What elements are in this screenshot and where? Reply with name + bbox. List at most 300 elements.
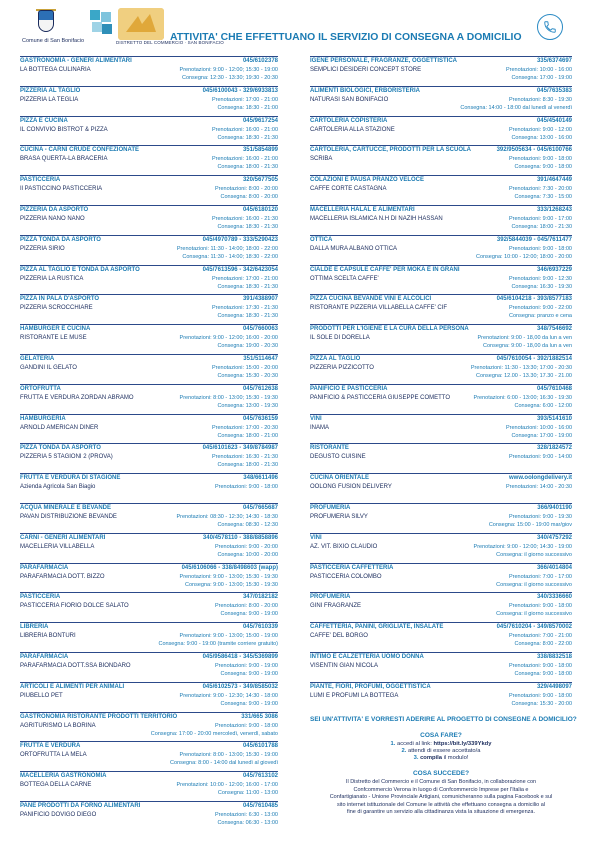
business-name: Il PASTICCINO PASTICCERIA: [20, 186, 103, 193]
booking-hours: Prenotazioni: 15:00 - 20:00: [211, 364, 278, 371]
phone-number[interactable]: 393/5141610: [536, 415, 572, 422]
business-name: PIZZERIA NANO NANO: [20, 215, 85, 222]
phone-number[interactable]: 340/4757292: [536, 534, 572, 541]
booking-hours: Prenotazioni: 9:00 - 20:00: [215, 543, 278, 550]
booking-hours: Prenotazioni: 9:00 - 17:00: [509, 215, 572, 222]
booking-hours: Prenotazioni: 11:30 - 13:30; 17:00 - 20:30: [470, 364, 572, 371]
business-name: BOTTEGA DELLA CARNE: [20, 782, 92, 789]
booking-hours: Prenotazioni: 9:00 - 18:00: [509, 245, 572, 252]
phone-number[interactable]: 340/3336660: [536, 594, 572, 601]
booking-hours: Prenotazioni: 9:00 - 18:00: [509, 692, 572, 699]
business-entry: [310, 86, 572, 116]
footer: [310, 716, 577, 817]
business-entry: [20, 563, 278, 593]
phone-number[interactable]: 045/6104218 - 393/8577183: [496, 296, 572, 303]
phone-number[interactable]: 328/1824572: [536, 445, 572, 452]
phone-number[interactable]: 333/1268243: [536, 206, 572, 213]
delivery-hours: Consegna: 6:00 - 12:00: [514, 402, 572, 409]
phone-number[interactable]: 045/6102573 - 349/8585032: [202, 683, 278, 690]
booking-hours: Prenotazioni: 7:30 - 20:00: [509, 186, 572, 193]
booking-hours: Prenotazioni: 9:00 - 13:00; 15:00 - 19:00: [179, 633, 278, 640]
phone-number[interactable]: 045/7612638: [242, 385, 278, 392]
phone-number[interactable]: 366/4014804: [536, 564, 572, 571]
booking-hours: Prenotazioni: 16:00 - 21:30: [211, 215, 278, 222]
booking-hours: Prenotazioni: 9:00 - 19:00: [215, 662, 278, 669]
category-label: ARTICOLI E ALIMENTI PER ANIMALI: [20, 683, 125, 690]
delivery-hours: Consegna: 18:30 - 21:30: [217, 283, 278, 290]
header: [0, 0, 600, 56]
business-entry: [310, 622, 572, 652]
category-label: RISTORANTE: [310, 445, 349, 452]
category-label: PIZZA TONDA DA ASPORTO: [20, 445, 101, 452]
category-label: IGENE PERSONALE, FRAGRANZE, OGGETTISTICA: [310, 58, 458, 64]
phone-number[interactable]: 045/6106066 - 338/8498603 (wapp): [181, 564, 278, 571]
business-name: PIZZERIA SCROCCHIARE: [20, 305, 93, 312]
join-question: SEI UN'ATTIVITA' E VORRESTI ADERIRE AL PROGETTO DI CONSEGNE A DOMICILIO?: [310, 716, 577, 723]
phone-number[interactable]: 348/6611496: [243, 475, 278, 482]
step-3: [310, 755, 572, 761]
booking-hours: Prenotazioni: 10:00 - 16:00: [505, 424, 572, 431]
category-label: PIZZA AL TAGLIO E TONDA DA ASPORTO: [20, 266, 140, 273]
booking-hours: Prenotazioni: 6:00 - 13:00; 16:30 - 19:30: [473, 394, 572, 401]
delivery-hours: Consegna: 8:00 - 22:00: [514, 641, 572, 648]
delivery-hours: Consegna: il giorno successivo: [496, 581, 572, 588]
business-entry: [20, 86, 278, 116]
booking-hours: Prenotazioni: 8:00 - 13:00; 15:30 - 19:30: [179, 394, 278, 401]
booking-hours: Prenotazioni: 8:00 - 13:00; 15:30 - 19:00: [179, 752, 278, 759]
booking-hours: Prenotazioni: 9:00 - 18:00: [215, 484, 278, 491]
category-label: CUCINA ORIENTALE: [310, 475, 369, 482]
category-label: OTTICA: [310, 236, 333, 243]
delivery-hours: Consegna: 9:00 - 19:00 (tramite corriere gratuito): [158, 641, 278, 648]
booking-hours: Prenotazioni: 9:00 - 19:30: [509, 513, 572, 520]
booking-hours: Prenotazioni: 8:30 - 19:30: [509, 96, 572, 103]
business-entry: [310, 443, 572, 473]
business-name: PIZZERIA 5 STAGIONI 2 (PROVA): [20, 454, 113, 461]
delivery-hours: Consegna: 9:00 - 19:00: [220, 700, 278, 707]
business-entry: [310, 563, 572, 593]
business-entry: [310, 56, 572, 86]
business-entry: [20, 652, 278, 682]
business-entry: [20, 503, 278, 533]
category-label: MACELLERIA GASTRONOMIA: [20, 773, 107, 780]
phone-number[interactable]: 045/7636159: [242, 415, 278, 422]
info-line: Il Distretto del Commercio e il Comune di San Bonifacio, in collaborazione con: [345, 779, 537, 785]
delivery-hours: Consegna: 19:00 - 20:30: [217, 343, 278, 350]
delivery-hours: Consegna: 15:30 - 20:30: [217, 372, 278, 379]
category-label: PARAFARMACIA: [20, 653, 69, 660]
category-label: CAFFETTERIA, PANINI, GRIGLIATE, INSALATE: [310, 624, 444, 631]
info-line: fine di garantire un servizio alla cittadinanza vista la situazione di emergenza.: [346, 809, 536, 815]
step-3-text: il modulo!: [443, 755, 469, 761]
business-entry: [20, 56, 278, 86]
delivery-hours: Consegna: 16:30 - 19:30: [511, 283, 572, 290]
category-label: PROFUMERIA: [310, 504, 351, 511]
page-title: ATTIVITA' CHE EFFETTUANO IL SERVIZIO DI CONSEGNA A DOMICILIO: [170, 32, 522, 43]
left-column: [20, 56, 278, 831]
booking-hours: Prenotazioni: 14:00 - 20:30: [505, 484, 572, 491]
business-entry: [310, 592, 572, 622]
phone-number[interactable]: 045/7613596 - 342/6423054: [202, 266, 278, 273]
booking-hours: Prenotazioni: 9:00 - 12:00; 16:00 - 20:00: [179, 335, 278, 342]
delivery-hours: Consegna: 08:30 - 12:30: [217, 521, 278, 528]
business-name: PASTICCERIA COLOMBO: [310, 573, 382, 580]
booking-hours: Prenotazioni: 17:00 - 21:00: [211, 96, 278, 103]
phone-number[interactable]: 045/7613102: [242, 773, 278, 780]
phone-number[interactable]: 045/7660063: [242, 326, 278, 333]
phone-number[interactable]: 331/665 3086: [241, 713, 278, 720]
booking-hours: Prenotazioni: 9:00 - 18:00: [509, 603, 572, 610]
category-label: ALIMENTI BIOLOGICI, ERBORISTERIA: [310, 87, 421, 94]
delivery-hours: Consegna: 18:30 - 21:30: [217, 223, 278, 230]
category-label: LIBRERIA: [20, 624, 49, 631]
distretto-logo-text: DISTRETTO DEL COMMERCIO · SAN BONIFACIO: [116, 40, 224, 45]
category-label: PROFUMERIA: [310, 594, 351, 601]
business-name: ORTOFRUTTA LA MELA: [20, 752, 87, 759]
booking-hours: Prenotazioni: 9:00 - 18,00 da lun a ven: [477, 335, 572, 342]
phone-number[interactable]: 335/6374697: [536, 58, 572, 64]
delivery-hours: Consegna: 14:00 - 18:00 dal lunedì al venerdì: [460, 104, 572, 111]
booking-hours: Prenotazioni: 17:30 - 21:30: [211, 305, 278, 312]
business-entry: [310, 235, 572, 265]
delivery-hours: Consegna: 15:30 - 20:00: [511, 700, 572, 707]
comune-name: Comune di San Bonifacio: [22, 38, 85, 44]
delivery-hours: Consegna: 06:30 - 13:00: [217, 819, 278, 826]
category-label: PANIFICIO E PASTICCERIA: [310, 385, 388, 392]
phone-number[interactable]: 045/7610204 - 349/8570002: [496, 624, 572, 631]
cosa-fare-heading: COSA FARE?: [420, 732, 462, 739]
business-entry: [310, 205, 572, 235]
category-label: PASTICCERIA CAFFETTERIA: [310, 564, 394, 571]
booking-hours: Prenotazioni: 9:00 - 12:00; 14:30 - 19:00: [473, 543, 572, 550]
phone-number[interactable]: 045/6101623 - 349/8784987: [202, 445, 278, 452]
phone-number[interactable]: 391/4647449: [536, 177, 572, 184]
phone-number[interactable]: www.oolongdelivery.it: [508, 475, 572, 482]
step-2: [310, 748, 572, 754]
business-entry: [20, 235, 278, 265]
phone-number[interactable]: 045/7610485: [242, 802, 278, 809]
phone-number[interactable]: 045/4540149: [536, 117, 572, 124]
booking-hours: Prenotazioni: 9:00 - 12:00; 15:30 - 19:00: [179, 67, 278, 73]
delivery-hours: Consegna: 18:00 - 21:30: [511, 223, 572, 230]
booking-hours: Prenotazioni: 16:30 - 21:30: [211, 454, 278, 461]
phone-number[interactable]: 351/5854899: [242, 147, 278, 154]
delivery-hours: Consegna: 17:00 - 19:00: [511, 75, 572, 81]
business-entry: [20, 712, 278, 742]
delivery-hours: Consegna: 9:00 - 18:00: [514, 670, 572, 677]
business-entry: [20, 771, 278, 801]
business-entry: [310, 414, 572, 444]
delivery-hours: Consegna: 8:00 - 20:00: [220, 194, 278, 201]
delivery-hours: Consegna: 13:00 - 16:00: [511, 134, 572, 141]
booking-hours: Prenotazioni: 9:00 - 12:00: [509, 126, 572, 133]
delivery-hours: Consegna: 18:30 - 21:00: [217, 104, 278, 111]
category-label: PIZZA TONDA DA ASPORTO: [20, 236, 101, 243]
business-name: IL CONVIVIO BISTROT & PIZZA: [20, 126, 108, 133]
category-label: PIZZA IN PALA D'ASPORTO: [20, 296, 100, 303]
booking-hours: Prenotazioni: 9:00 - 13:00; 15:30 - 19:30: [179, 573, 278, 580]
business-entry: [20, 443, 278, 473]
category-label: PASTICCERIA: [20, 594, 61, 601]
booking-hours: Prenotazioni: 9:00 - 14:00: [509, 454, 572, 461]
info-paragraph: [310, 779, 572, 817]
business-name: GINI FRAGRANZE: [310, 603, 362, 610]
business-name: PANIFICIO DOVIGO DIEGO: [20, 811, 97, 818]
category-label: CARTOLERIA, CARTUCCE, PRODOTTI PER LA SCUOLA: [310, 147, 472, 154]
business-name: PIZZERIA LA RUSTICA: [20, 275, 84, 282]
booking-hours: Prenotazioni: 9:00 - 18:00: [215, 722, 278, 729]
business-name: MACELLERIA ISLAMICA N.H DI NAZIH HASSAN: [310, 215, 443, 222]
delivery-hours: Consegna: 18:30 - 21:30: [217, 313, 278, 320]
phone-number[interactable]: 045/6101788: [242, 743, 278, 750]
business-name: AGRITURISMO LA BORINA: [20, 722, 96, 729]
delivery-hours: Consegna: 9:00 - 13:00; 15:30 - 19:30: [185, 581, 278, 588]
delivery-hours: Consegna: 18:00 - 21:30: [217, 462, 278, 469]
business-entry: [20, 682, 278, 712]
category-label: VINI: [310, 534, 322, 541]
phone-number[interactable]: 346/6937229: [536, 266, 572, 273]
business-name: INAMA: [310, 424, 330, 431]
delivery-hours: Consegna: 17:00 - 20:00 mercoledì, venerdì, sabato: [150, 730, 278, 737]
business-entry: [310, 116, 572, 146]
category-label: PANE PRODOTTI DA FORNO ALIMENTARI: [20, 802, 141, 809]
category-label: CIALDE E CAPSULE CAFFE' PER MOKA E IN GRANI: [310, 266, 460, 273]
delivery-hours: Consegna: 15:00 - 19:00 mar/giov: [488, 521, 572, 528]
category-label: VINI: [310, 415, 322, 422]
business-name: MACELLERIA VILLABELLA: [20, 543, 95, 550]
category-label: GELATERIA: [20, 355, 55, 362]
info-line: sito internet istituzionale del Comune le attività che effettuano consegna a domicilio al: [336, 801, 546, 808]
phone-icon: [537, 14, 563, 40]
cosa-succede-heading: COSA SUCCEDE?: [412, 770, 470, 777]
business-name: DALLA MURA ALBANO OTTICA: [310, 245, 398, 252]
booking-hours: Prenotazioni: 9:00 - 12:30: [509, 275, 572, 282]
business-name: SEMPLICI DESIDERI CONCEPT STORE: [310, 67, 422, 73]
business-name: CARTOLERIA ALLA STAZIONE: [310, 126, 395, 133]
delivery-hours: Consegna: 9:00 - 18,00 da lun a ven: [483, 343, 572, 350]
distretto-logo-icon: [118, 8, 164, 40]
delivery-hours: Consegna: il giorno successivo: [496, 551, 572, 558]
business-name: AZ. VIT. BIXIO CLAUDIO: [310, 543, 378, 550]
business-name: NATURASI SAN BONIFACIO: [310, 96, 389, 103]
puzzle-logo-icon: [88, 6, 114, 44]
delivery-hours: Consegna: 13:00 - 19:30: [217, 402, 278, 409]
business-name: LA BOTTEGA CULINARIA: [20, 67, 91, 73]
phone-number[interactable]: 045/6102378: [242, 58, 278, 64]
business-name: PANIFICIO & PASTICCERIA GIUSEPPE COMETTO: [310, 394, 451, 401]
booking-hours: Prenotazioni: 17:00 - 20:30: [211, 424, 278, 431]
delivery-hours: Consegna: pranzo e cena: [509, 313, 572, 320]
business-entry: [20, 265, 278, 295]
phone-number[interactable]: 348/7546692: [536, 326, 572, 333]
business-name: PIUBELLO PET: [20, 692, 63, 699]
business-name: PARAFARMACIA DOTT.SSA BIONDARO: [20, 662, 131, 669]
delivery-hours: Consegna: 12:30 - 13:30; 19:30 - 20:30: [181, 75, 278, 81]
delivery-hours: Consegna: 9:00 - 19:00: [220, 670, 278, 677]
business-name: PIZZERIA LA TEGLIA: [20, 96, 79, 103]
business-entry: [20, 801, 278, 831]
business-name: IL SOLE DI DORELLA: [310, 335, 370, 342]
phone-number[interactable]: 340/4578110 - 388/8858896: [202, 534, 278, 541]
booking-hours: Prenotazioni: 08:30 - 12:30; 14:30 - 18:30: [176, 513, 278, 520]
business-entry: [20, 354, 278, 384]
signup-link[interactable]: https://bit.ly/339Ykdy: [433, 741, 492, 747]
category-label: PIZZA E CUCINA: [20, 117, 68, 124]
delivery-hours: Consegna: 9:00 - 18:00: [514, 164, 572, 171]
category-label: ORTOFRUTTA: [20, 385, 61, 392]
category-label: ACQUA MINERALE E BEVANDE: [20, 504, 112, 511]
category-label: PIANTE, FIORI, PROFUMI, OGGETTISTICA: [310, 683, 431, 690]
booking-hours: Prenotazioni: 7:00 - 17:00: [509, 573, 572, 580]
booking-hours: Prenotazioni: 9:00 - 12:30; 14:30 - 18:00: [179, 692, 278, 699]
delivery-hours: Consegna: 10:00 - 20:00: [217, 551, 278, 558]
category-label: PIZZERIA AL TAGLIO: [20, 87, 81, 94]
business-entry: [20, 473, 278, 503]
delivery-hours: Consegna: 8:00 - 14:00 dal lunedì al giovedì: [170, 760, 278, 767]
category-label: CARTOLERIA COPISTERIA: [310, 117, 388, 124]
category-label: CUCINA - CARNI CRUDE CONFEZIONATE: [20, 147, 139, 154]
phone-number[interactable]: 392/5844039 - 045/7611477: [496, 236, 572, 243]
category-label: GASTRONOMIA RISTORANTE PRODOTTI TERRITORIO: [20, 713, 178, 720]
booking-hours: Prenotazioni: 7:00 - 21:00: [509, 633, 572, 640]
business-name: LUMI E PROFUMI LA BOTTEGA: [310, 692, 399, 699]
business-entry: [310, 533, 572, 563]
business-name: PIZZERIA SIRIO: [20, 245, 65, 252]
business-entry: [20, 592, 278, 622]
phone-number[interactable]: 338/8832518: [536, 653, 572, 660]
delivery-hours: Consegna: il giorno successivo: [496, 611, 572, 618]
delivery-hours: Consegna: 11:30 - 14:00; 18:30 - 22:00: [182, 253, 278, 260]
business-entry: [20, 205, 278, 235]
phone-number[interactable]: 045/7610339: [242, 624, 278, 631]
step-1-text: accedi al link:: [397, 741, 432, 747]
booking-hours: Prenotazioni: 10:00 - 12:00; 16:00 - 17:00: [176, 782, 278, 789]
right-column: [310, 56, 572, 712]
delivery-hours: Consegna: 17:00 - 19:00: [511, 432, 572, 439]
business-entry: [310, 384, 572, 414]
business-entry: [310, 265, 572, 295]
phone-number[interactable]: 392/9505634 - 045/6100766: [496, 147, 572, 154]
phone-number[interactable]: 391/4388907: [242, 296, 278, 303]
delivery-hours: Consegna: 12.00 - 13.30; 17.30 - 21.00: [475, 372, 572, 379]
booking-hours: Prenotazioni: 9:00 - 22:00: [509, 305, 572, 312]
delivery-hours: Consegna: 7:30 - 15:00: [514, 194, 572, 201]
delivery-hours: Consegna: 10:00 - 12:00; 18:00 - 20:00: [475, 253, 572, 260]
business-name: RISTORANTE PIZZERIA VILLABELLA CAFFE' CIF: [310, 305, 448, 312]
category-label: PIZZA AL TAGLIO: [310, 355, 361, 362]
business-name: OOLONG FUSION DELIVERY: [310, 484, 392, 491]
info-line: Confcommercio Verona in luogo di Confcommercio Imprese per l'Italia e: [353, 786, 529, 793]
business-entry: [20, 533, 278, 563]
business-name: PROFUMERIA SILVY: [310, 513, 368, 520]
business-name: LIBRERIA BONTURI: [20, 633, 76, 640]
category-label: FRUTTA E VERDURA DI STAGIONE: [20, 475, 121, 482]
booking-hours: Prenotazioni: 6:30 - 13:00: [215, 811, 278, 818]
booking-hours: Prenotazioni: 10:00 - 16:00: [505, 67, 572, 73]
business-name: Azienda Agricola San Biagio: [20, 484, 96, 491]
business-name: BRASA QUERTA-LA BRACERIA: [20, 156, 108, 163]
business-entry: [310, 503, 572, 533]
phone-number[interactable]: 045/7610054 - 392/1882514: [496, 355, 572, 362]
category-label: PARAFARMACIA: [20, 564, 69, 571]
business-entry: [20, 384, 278, 414]
phone-number[interactable]: 045/7665687: [242, 504, 278, 511]
business-name: RISTORANTE LE MUSE: [20, 335, 87, 342]
business-name: CAFFE' DEL BORGO: [310, 633, 368, 640]
step-2-text: attendi di essere accettato/a: [407, 748, 481, 754]
phone-number[interactable]: 045/6100043 - 329/6933813: [202, 87, 278, 94]
phone-number[interactable]: 045/7635383: [536, 87, 572, 94]
business-name: FRUTTA E VERDURA ZORDAN ABRAMO: [20, 394, 134, 401]
booking-hours: Prenotazioni: 16:00 - 21:00: [211, 126, 278, 133]
business-entry: [310, 145, 572, 175]
business-name: DEGUSTO CUISINE: [310, 454, 366, 461]
category-label: MACELLERIA HALAL E ALIMENTARI: [310, 206, 415, 213]
phone-number[interactable]: 320/5677505: [242, 177, 278, 184]
phone-number[interactable]: 329/4498097: [536, 683, 572, 690]
business-entry: [310, 324, 572, 354]
business-entry: [310, 682, 572, 712]
delivery-hours: Consegna: 18:00 - 21:30: [217, 164, 278, 171]
delivery-hours: Consegna: 11:00 - 13:00: [217, 790, 278, 797]
business-name: ARNOLD AMERICAN DINER: [20, 424, 99, 431]
business-name: PAVAN DISTRIBUZIONE BEVANDE: [20, 513, 117, 520]
step-1: [310, 741, 572, 747]
delivery-hours: Consegna: 18:30 - 21:30: [217, 134, 278, 141]
phone-number[interactable]: 045/4970789 - 333/5290423: [202, 236, 278, 243]
booking-hours: Prenotazioni: 8:00 - 20:00: [215, 186, 278, 193]
step-3-number: 3.: [413, 755, 419, 761]
phone-number[interactable]: 045/9586418 - 345/5369899: [202, 653, 278, 660]
category-label: HAMBURGER E CUCINA: [20, 326, 91, 333]
step-3-bold: compila: [420, 755, 442, 761]
business-entry: [20, 116, 278, 146]
delivery-hours: Consegna: 18:00 - 21:00: [217, 432, 278, 439]
business-name: GANDINI IL GELATO: [20, 364, 77, 371]
business-name: PASTICCERIA FIORIO DOLCE SALATO: [20, 603, 129, 610]
delivery-hours: Consegna: 9:00 - 19:00: [220, 611, 278, 618]
booking-hours: Prenotazioni: 17:00 - 21:00: [211, 275, 278, 282]
category-label: COLAZIONI E PAUSA PRANZO VELOCE: [310, 177, 425, 184]
business-entry: [20, 145, 278, 175]
category-label: INTIMO E CALZETTERIA UOMO DONNA: [310, 653, 424, 660]
phone-number[interactable]: 351/5114647: [243, 355, 278, 362]
phone-number[interactable]: 045/6180120: [242, 206, 278, 213]
category-label: CARNI - GENERI ALIMENTARI: [20, 534, 106, 541]
business-entry: [20, 622, 278, 652]
business-entry: [20, 414, 278, 444]
business-entry: [310, 175, 572, 205]
municipal-crest-icon: [38, 10, 54, 32]
phone-number[interactable]: 347/0182182: [242, 594, 278, 601]
business-entry: [20, 741, 278, 771]
phone-number[interactable]: 366/9401190: [537, 504, 572, 511]
business-name: VISENTIN GIAN NICOLA: [310, 662, 379, 669]
info-line: Confartigianato - Unione Provinciale Artigiani, comunicheranno sulla pagina Facebook e sul: [329, 794, 553, 800]
business-entry: [20, 324, 278, 354]
category-label: HAMBURGERIA: [20, 415, 66, 422]
phone-number[interactable]: 045/9617254: [242, 117, 278, 124]
business-name: PARAFARMACIA DOTT. BIZZO: [20, 573, 105, 580]
business-name: CAFFE CORTE CASTAGNA: [310, 186, 387, 193]
business-name: OTTIMA SCELTA CAFFE': [310, 275, 379, 282]
step-1-number: 1.: [390, 741, 396, 747]
business-entry: [310, 294, 572, 324]
category-label: GASTRONOMIA - GENERI ALIMENTARI: [20, 58, 132, 64]
business-entry: [310, 652, 572, 682]
phone-number[interactable]: 045/7610468: [536, 385, 572, 392]
category-label: PASTICCERIA: [20, 177, 61, 184]
